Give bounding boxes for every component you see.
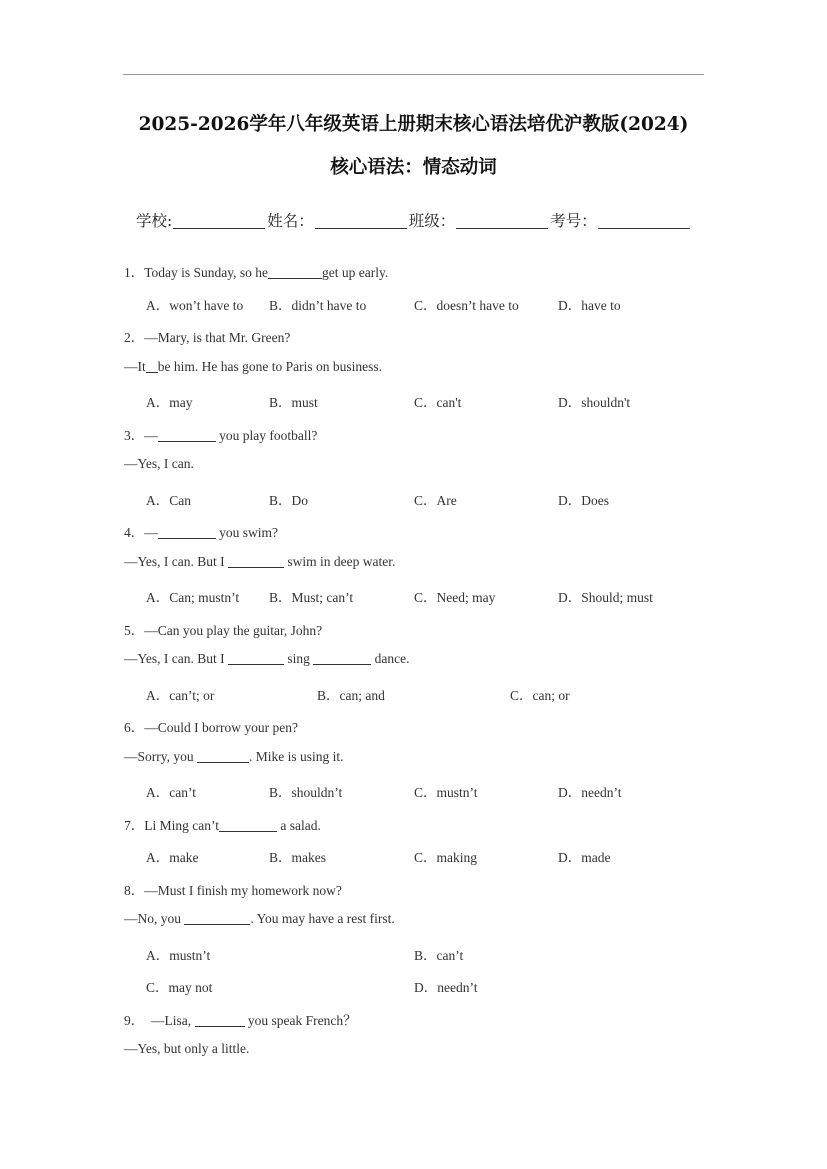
q1-option-a[interactable]: A．won’t have to [146,298,244,313]
q5-option-b[interactable]: B．can; and [317,688,385,703]
question-3-stem: 3．— you play football? [124,428,318,443]
question-9-reply: —Yes, but only a little. [124,1041,250,1056]
q3-option-c[interactable]: C．Are [414,493,457,508]
question-5-stem: 5．—Can you play the guitar, John? [124,623,323,638]
question-8-stem: 8．—Must I finish my homework now? [124,883,342,898]
q3-option-a[interactable]: A．Can [146,493,191,508]
question-6-stem: 6．—Could I borrow your pen? [124,720,298,735]
question-4-stem: 4．— you swim? [124,525,278,540]
q4-option-a[interactable]: A．Can; mustn’t [146,590,240,605]
name-label: 姓名： [267,212,314,230]
q8-option-a[interactable]: A．mustn’t [146,948,211,963]
q7-option-c[interactable]: C．making [414,850,477,865]
q2-option-a[interactable]: A．may [146,395,193,410]
class-field[interactable] [456,212,548,229]
q3-option-d[interactable]: D．Does [558,493,609,508]
question-2-reply: —It be him. He has gone to Paris on business. [124,359,382,374]
q3-option-b[interactable]: B．Do [269,493,309,508]
q2-option-c[interactable]: C．can't [414,395,462,410]
header-rule [123,74,704,75]
student-info-line [136,209,692,231]
q4-option-d[interactable]: D．Should; must [558,590,653,605]
q8-option-b[interactable]: B．can’t [414,948,464,963]
question-6-reply: —Sorry, you . Mike is using it. [124,749,344,764]
q1-option-b[interactable]: B．didn’t have to [269,298,367,313]
q1-option-c[interactable]: C．doesn’t have to [414,298,519,313]
q8-option-d[interactable]: D．needn’t [414,980,478,995]
q4-option-c[interactable]: C．Need; may [414,590,496,605]
q2-option-b[interactable]: B．must [269,395,318,410]
question-4-reply: —Yes, I can. But I swim in deep water. [124,554,396,569]
q7-option-d[interactable]: D．made [558,850,611,865]
name-field[interactable] [315,212,407,229]
q4-option-b[interactable]: B．Must; can’t [269,590,354,605]
school-field[interactable] [173,212,265,229]
document-title: 2025-2026学年八年级英语上册期末核心语法培优沪教版(2024) [138,114,689,135]
q7-option-a[interactable]: A．make [146,850,199,865]
class-label: 班级： [408,212,456,230]
document-subtitle: 核心语法：情态动词 [330,157,497,178]
question-3-reply: —Yes, I can. [124,456,194,471]
question-5-reply: —Yes, I can. But I sing dance. [124,651,410,666]
q7-option-b[interactable]: B．makes [269,850,326,865]
q5-option-a[interactable]: A．can’t; or [146,688,215,703]
question-9-stem: 9． —Lisa, you speak French？ [124,1013,357,1028]
q6-option-b[interactable]: B．shouldn’t [269,785,343,800]
question-2-stem: 2．—Mary, is that Mr. Green? [124,330,291,345]
q6-option-c[interactable]: C．mustn’t [414,785,478,800]
exam-no-label: 考号： [550,212,597,230]
question-8-reply: —No, you . You may have a rest first. [124,911,395,926]
q2-option-d[interactable]: D．shouldn't [558,395,631,410]
q1-option-d[interactable]: D．have to [558,298,621,313]
question-1-stem: 1．Today is Sunday, so he get up early. [124,265,389,280]
q8-option-c[interactable]: C．may not [146,980,213,995]
q6-option-a[interactable]: A．can’t [146,785,196,800]
q6-option-d[interactable]: D．needn’t [558,785,622,800]
q5-option-c[interactable]: C．can; or [510,688,570,703]
question-7-stem: 7．Li Ming can’t a salad. [124,818,321,833]
exam-no-field[interactable] [598,212,690,229]
school-label: 学校: [136,212,173,230]
